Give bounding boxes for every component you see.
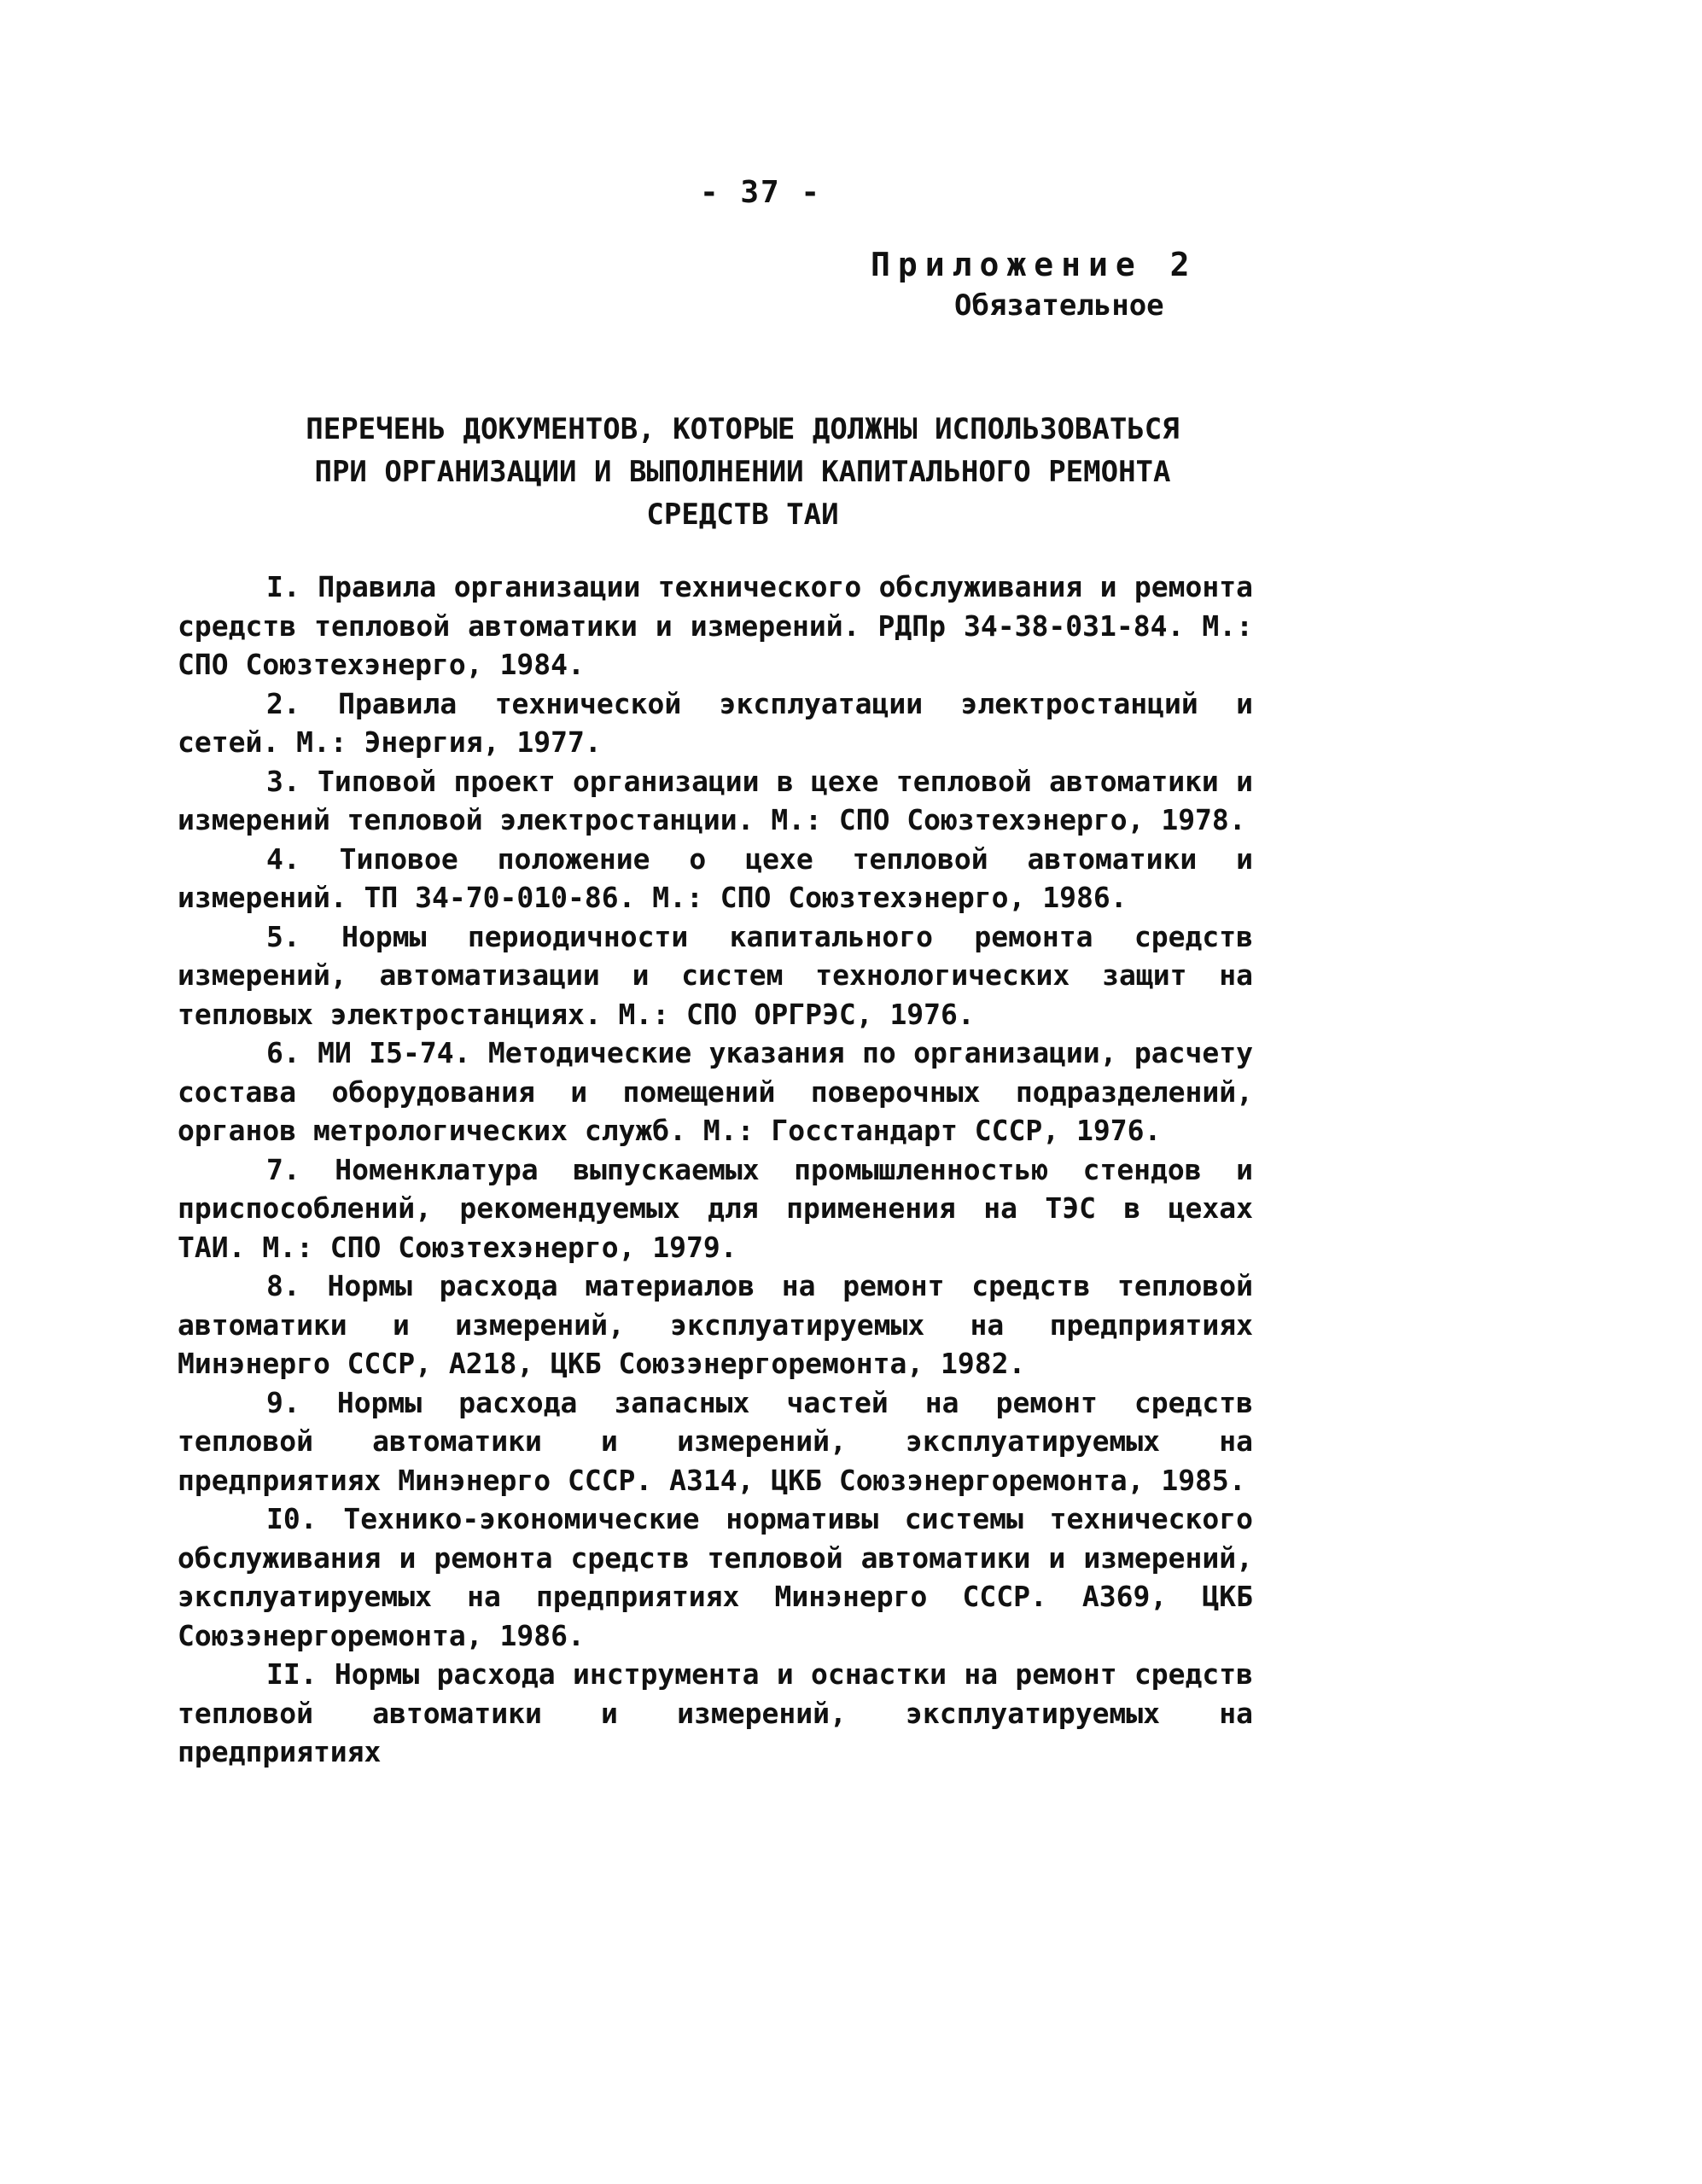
list-item: 5. Нормы периодичности капитального ремонта средств измерений, автоматизации и систем технологических защит на тепловых электростанциях. М.: СПО ОРГРЭС, 1976. bbox=[178, 919, 1253, 1031]
page-number: - 37 - bbox=[700, 175, 822, 210]
list-item: 4. Типовое положение о цехе тепловой автоматики и измерений. ТП 34-70-010-86. М.: СПО Союзтехэнерго, 1986. bbox=[178, 842, 1253, 914]
title-line: ПРИ ОРГАНИЗАЦИИ И ВЫПОЛНЕНИИ КАПИТАЛЬНОГО РЕМОНТА bbox=[314, 455, 1171, 489]
list-item: II. Нормы расхода инструмента и оснастки на ремонт средств тепловой автоматики и измерений, эксплуатируемых на предприятиях bbox=[178, 1657, 1253, 1768]
title-line: ПЕРЕЧЕНЬ ДОКУМЕНТОВ, КОТОРЫЕ ДОЛЖНЫ ИСПОЛЬЗОВАТЬСЯ bbox=[306, 412, 1180, 446]
list-item: I. Правила организации технического обслуживания и ремонта средств тепловой автоматики и измерений. РДПр 34-38-031-84. М.: СПО Союзтехэнерго, 1984. bbox=[178, 570, 1253, 681]
list-item: 7. Номенклатура выпускаемых промышленностью стендов и приспособлений, рекомендуемых для применения на ТЭС в цехах ТАИ. М.: СПО Союзтехэнерго, 1979. bbox=[178, 1152, 1253, 1264]
document-list bbox=[178, 568, 1253, 1772]
list-item: 6. МИ I5-74. Методические указания по организации, расчету состава оборудования и помещений поверочных подразделений, органов метрологических служб. М.: Госстандарт СССР, 1976. bbox=[178, 1036, 1253, 1147]
list-item: I0. Технико-экономические нормативы системы технического обслуживания и ремонта средств тепловой автоматики и измерений, эксплуатируемых на предприятиях Минэнерго СССР. А369, ЦКБ Союзэнергоремонта, 1986. bbox=[178, 1502, 1253, 1652]
list-item: 2. Правила технической эксплуатации электростанций и сетей. М.: Энергия, 1977. bbox=[178, 686, 1253, 759]
document-title bbox=[256, 408, 1229, 536]
list-item: 3. Типовой проект организации в цехе тепловой автоматики и измерений тепловой электростанции. М.: СПО Союзтехэнерго, 1978. bbox=[178, 764, 1253, 836]
list-item: 8. Нормы расхода материалов на ремонт средств тепловой автоматики и измерений, эксплуатируемых на предприятиях Минэнерго СССР, А218, ЦКБ Союзэнергоремонта, 1982. bbox=[178, 1269, 1253, 1380]
status-label: Обязательное bbox=[954, 288, 1164, 323]
list-item: 9. Нормы расхода запасных частей на ремонт средств тепловой автоматики и измерений, эксплуатируемых на предприятиях Минэнерго СССР. А314, ЦКБ Союзэнергоремонта, 1985. bbox=[178, 1385, 1253, 1497]
title-line: СРЕДСТВ ТАИ bbox=[646, 498, 839, 532]
appendix-label: Приложение 2 bbox=[871, 246, 1198, 283]
